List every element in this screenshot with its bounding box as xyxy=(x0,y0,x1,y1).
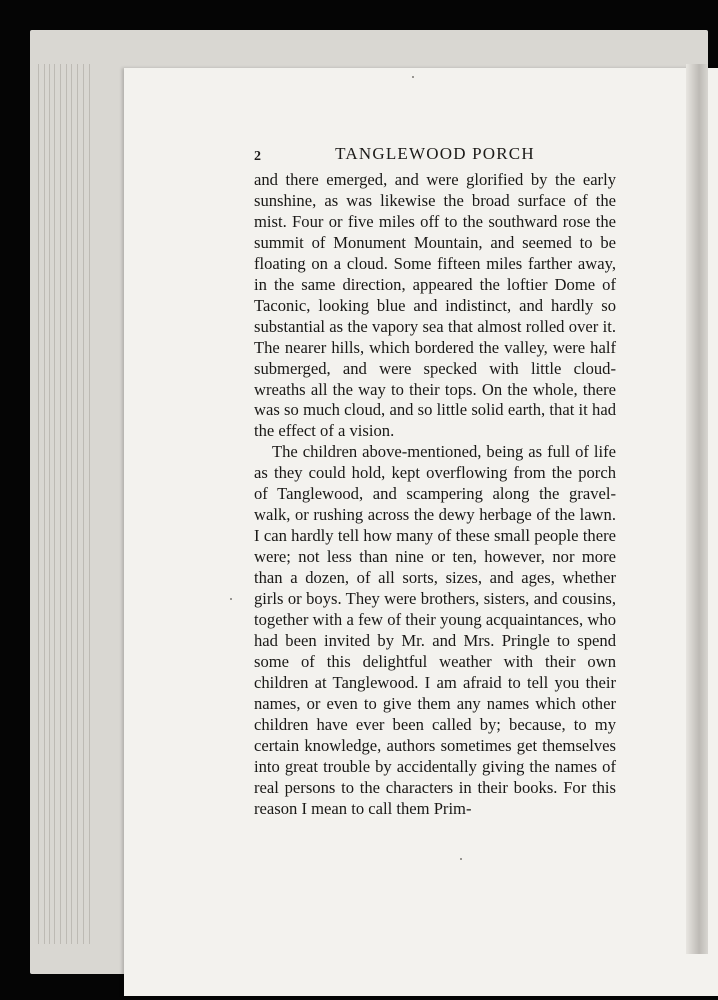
page-edge xyxy=(60,64,61,944)
paper-speck xyxy=(230,598,232,600)
page-edge xyxy=(66,64,67,944)
page-edge xyxy=(54,64,55,944)
paragraph: and there emerged, and were glorified by the early sunshine, as was likewise the broad surface of the mist. Four or five miles off to the southward rose the summit of Monument Mountain, and seemed to be floating on a cloud. Some fifteen miles farther away, in the same direction, appeared the loftier Dome of Taconic, looking blue and indistinct, and hardly so substantial as the vapory sea that almost rolled over it. The nearer hills, which bordered the valley, were half submerged, and were specked with little cloud-wreaths all the way to their tops. On the whole, there was so much cloud, and so little solid earth, that it had the effect of a vision. xyxy=(254,170,616,441)
body-text xyxy=(254,170,616,820)
page-edge xyxy=(89,64,90,944)
page-edge xyxy=(38,64,39,944)
paragraph: The children above-mentioned, being as full of life as they could hold, kept overflowing from the porch of Tanglewood, and scampering along the gravel-walk, or rushing across the dewy herbage of the lawn. I can hardly tell how many of these small people there were; not less than nine or ten, however, nor more than a dozen, of all sorts, sizes, and ages, whether girls or boys. They were brothers, sisters, and cousins, together with a few of their young acquaintances, who had been invited by Mr. and Mrs. Pringle to spend some of this delightful weather with their own children at Tanglewood. I am afraid to tell you their names, or even to give them any names which other children have ever been called by; because, to my certain knowledge, authors sometimes get themselves into great trouble by accidentally giving the names of real persons to the characters in their books. For this reason I mean to call them Prim- xyxy=(254,442,616,818)
paper-speck xyxy=(460,858,462,860)
page-number: 2 xyxy=(254,149,261,164)
page-header xyxy=(254,144,616,168)
page-edge xyxy=(77,64,78,944)
running-head: TANGLEWOOD PORCH xyxy=(335,144,535,163)
page-edge xyxy=(83,64,84,944)
page-edge xyxy=(49,64,50,944)
page-edge xyxy=(44,64,45,944)
facing-page-edge xyxy=(686,64,708,954)
page-edge xyxy=(71,64,72,944)
paper-speck xyxy=(412,76,414,78)
